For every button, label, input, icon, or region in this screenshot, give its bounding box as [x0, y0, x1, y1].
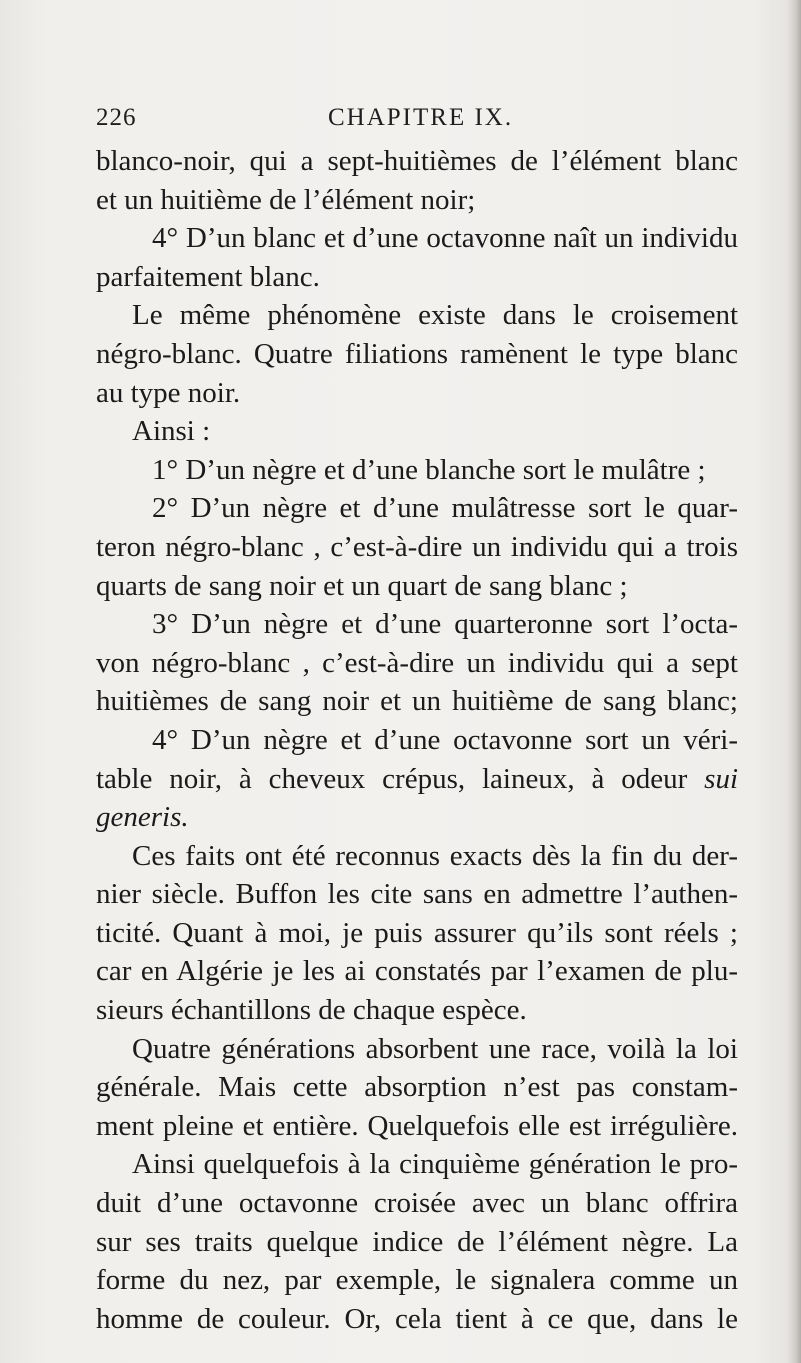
text-fragment: table noir, à cheveux crépus, laineux, à odeur	[96, 762, 688, 795]
text-line: 4° D’un blanc et d’une octavonne naît un individu	[152, 222, 738, 255]
latin-phrase: sui	[704, 762, 739, 795]
text-line: teron négro-blanc , c’est-à-dire un individu qui a trois	[96, 530, 738, 563]
text-line: quarts de sang noir et un quart de sang blanc ;	[96, 569, 628, 602]
text-line: sur ses traits quelque indice de l’élément nègre. La	[96, 1225, 738, 1258]
text-line: homme de couleur. Or, cela tient à ce que, dans le	[96, 1302, 738, 1335]
page-edge-shadow	[787, 0, 801, 1363]
text-line: 3° D’un nègre et d’une quarteronne sort l’octa-	[152, 608, 738, 641]
text-line-with-latin	[96, 760, 738, 799]
text-line: 4° D’un nègre et d’une octavonne sort un véri-	[152, 723, 738, 756]
text-line: Quatre générations absorbent une race, voilà la loi	[132, 1032, 738, 1065]
text-line: 2° D’un nègre et d’une mulâtresse sort le quar-	[152, 492, 738, 525]
page-header	[96, 104, 736, 136]
text-line: von négro-blanc , c’est-à-dire un individu qui a sept	[96, 646, 738, 679]
text-line: et un huitième de l’élément noir;	[96, 183, 476, 216]
text-line: Le même phénomène existe dans le croisement	[132, 299, 738, 332]
text-line: car en Algérie je les ai constatés par l’examen de plu-	[96, 955, 738, 988]
text-line: blanco-noir, qui a sept-huitièmes de l’élément blanc	[96, 145, 738, 177]
text-line: nier siècle. Buffon les cite sans en admettre l’authen-	[96, 878, 738, 911]
text-line: forme du nez, par exemple, le signalera comme un	[96, 1264, 738, 1297]
text-line: huitièmes de sang noir et un huitième de sang blanc;	[96, 685, 738, 718]
latin-phrase-continued: generis.	[96, 801, 189, 834]
text-line: duit d’une octavonne croisée avec un blanc offrira	[96, 1187, 738, 1220]
text-line: parfaitement blanc.	[96, 260, 320, 293]
text-line: générale. Mais cette absorption n’est pas constam-	[96, 1071, 738, 1104]
running-head: CHAPITRE IX.	[328, 104, 514, 131]
text-line: Ainsi :	[132, 415, 211, 448]
text-line: Ainsi quelquefois à la cinquième génération le pro-	[132, 1148, 738, 1181]
text-line: Ces faits ont été reconnus exacts dès la fin du der-	[132, 839, 738, 872]
text-line: au type noir.	[96, 376, 241, 409]
text-line: 1° D’un nègre et d’une blanche sort le mulâtre ;	[152, 453, 706, 486]
text-line: ticité. Quant à moi, je puis assurer qu’ils sont réels ;	[96, 916, 738, 949]
page-number: 226	[96, 104, 137, 131]
text-line: ment pleine et entière. Quelquefois elle est irrégulière.	[96, 1109, 738, 1142]
text-line: sieurs échantillons de chaque espèce.	[96, 994, 527, 1027]
text-line: négro-blanc. Quatre filiations ramènent le type blanc	[96, 337, 738, 370]
body-text	[96, 142, 738, 1338]
